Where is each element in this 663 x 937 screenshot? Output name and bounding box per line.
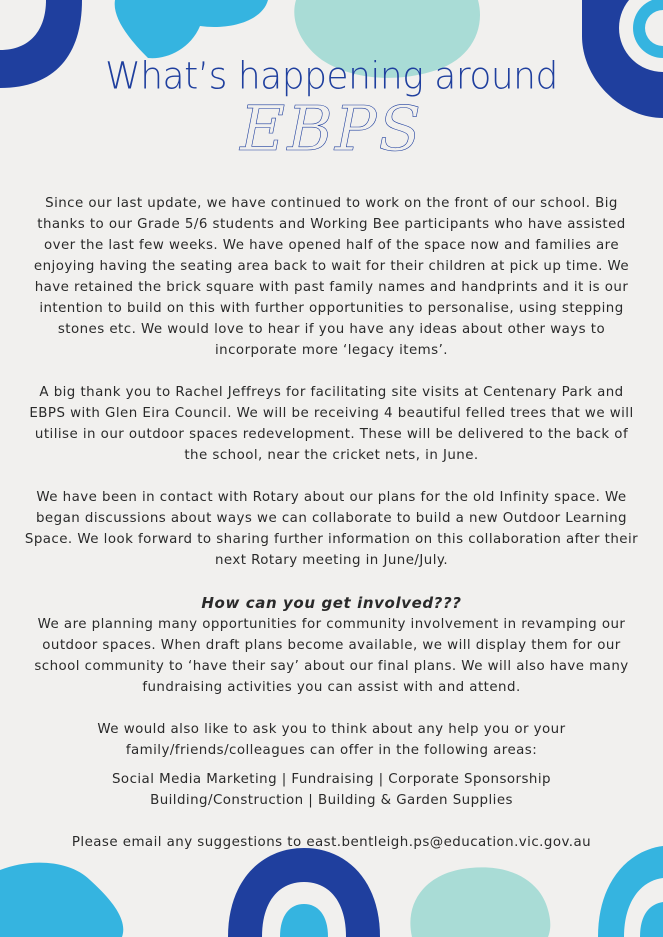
involvement-heading: How can you get involved??? (201, 594, 462, 612)
rotary-paragraph: We have been in contact with Rotary about our plans for the old Infinity space. We began discussions about ways we can collaborate to build a new Outdoor Learning Space. We look forward to sharing further information on this collaboration after their next Rotary meeting in June/July. (24, 490, 639, 568)
help-areas-line-2: Building/Construction | Building & Garden Supplies (150, 793, 513, 808)
involvement-paragraph: We are planning many opportunities for community involvement in revamping our outdoor spaces. When draft plans become available, we will display them for our school community to ‘have their say’ about our final plans. We will also have many fundraising activities you can assist with and attend. (34, 617, 629, 695)
bottom-mint-blob (410, 867, 550, 937)
article-body (22, 193, 641, 874)
update-paragraph: Since our last update, we have continued to work on the front of our school. Big thanks to our Grade 5/6 students and Working Bee participants who have assisted over the last few weeks. We have opened half of the space now and families are enjoying having the seating area back to wait for their children at pick up time. We have retained the brick square with past family names and handprints and it is our intention to build on this with further opportunities to personalise, using stepping stones etc. We would love to hear if you have any ideas about other ways to incorporate more ‘legacy items’. (33, 196, 630, 358)
page-subtitle-ebps: EBPS (239, 92, 423, 165)
contact-email-text: Please email any suggestions to east.bentleigh.ps@education.vic.gov.au (71, 835, 592, 850)
help-request-paragraph: We would also like to ask you to think about any help you or your family/friends/colleagues can offer in the following areas: (97, 722, 566, 758)
help-areas-line-1: Social Media Marketing | Fundraising | Corporate Sponsorship (111, 772, 551, 787)
help-areas-list (22, 769, 641, 811)
page-title: What’s happening around (105, 54, 558, 99)
top-sky-blob (115, 0, 268, 58)
thank-you-paragraph: A big thank you to Rachel Jeffreys for facilitating site visits at Centenary Park and EBPS with Glen Eira Council. We will be receiving 4 beautiful felled trees that we will utilise in our outdoor spaces redevelopment. These will be delivered to the back of the school, near the cricket nets, in June. (29, 385, 634, 463)
